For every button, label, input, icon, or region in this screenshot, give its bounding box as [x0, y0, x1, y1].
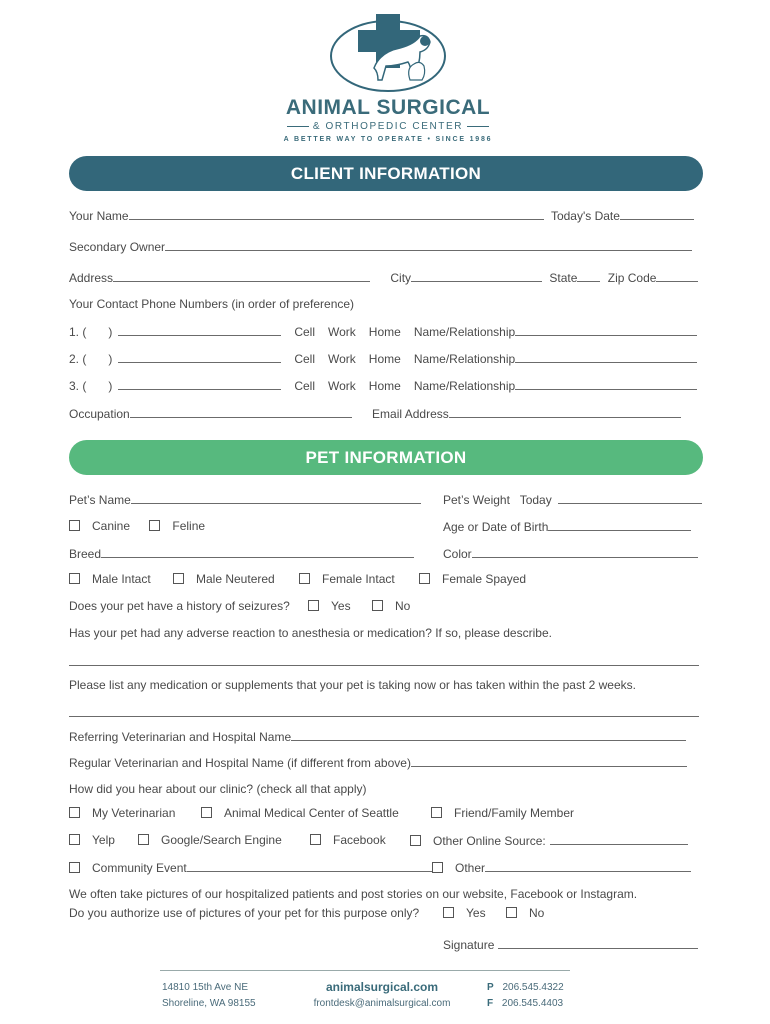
- phone-area-code-close: ): [108, 325, 113, 339]
- female-spayed-label: Female Spayed: [442, 572, 527, 586]
- logo: [270, 8, 506, 148]
- pets-name-row: [69, 492, 421, 507]
- google-checkbox[interactable]: [138, 834, 149, 845]
- google-option: [138, 833, 282, 847]
- seizures-question: Does your pet have a history of seizures?: [69, 599, 290, 613]
- male-neutered-label: Male Neutered: [196, 572, 275, 586]
- todays-date-field[interactable]: [620, 208, 694, 220]
- address-row: [69, 270, 698, 285]
- age-field[interactable]: [548, 519, 691, 531]
- phone-relationship-label: Name/Relationship: [413, 379, 516, 393]
- phone-relationship-label: Name/Relationship: [413, 352, 516, 366]
- other-field[interactable]: [485, 860, 691, 872]
- city-field[interactable]: [411, 270, 542, 282]
- feline-label: Feline: [172, 519, 206, 533]
- phone-relationship-field[interactable]: [515, 351, 697, 363]
- pictures-no-checkbox[interactable]: [506, 907, 517, 918]
- footer-divider: [160, 970, 570, 971]
- phone-home-option[interactable]: Home: [368, 379, 401, 393]
- phone-cell-option[interactable]: Cell: [294, 352, 316, 366]
- signature-label: Signature: [443, 938, 495, 952]
- male-neutered-option: [173, 572, 275, 586]
- phone-number-field[interactable]: [118, 324, 281, 336]
- yelp-checkbox[interactable]: [69, 834, 80, 845]
- breed-label: Breed: [69, 547, 102, 561]
- logo-tagline: A BETTER WAY TO OPERATE • SINCE 1986: [283, 136, 493, 143]
- animal-surgical-logo-icon: [270, 8, 506, 94]
- phones-heading: Your Contact Phone Numbers (in order of preference): [69, 297, 355, 311]
- todays-date-label: Today's Date: [550, 209, 620, 223]
- feline-checkbox[interactable]: [149, 520, 160, 531]
- footer-fax-label: F: [487, 998, 494, 1009]
- footer-address-line-1: 14810 15th Ave NE: [162, 982, 248, 993]
- footer-website-link[interactable]: animalsurgical.com: [325, 980, 439, 994]
- phone-relationship-field[interactable]: [515, 378, 697, 390]
- pictures-yes-label: Yes: [466, 906, 486, 920]
- email-field[interactable]: [449, 406, 681, 418]
- phone-number-field[interactable]: [118, 378, 281, 390]
- your-name-row: [69, 208, 694, 223]
- phone-area-code-close: ): [108, 352, 113, 366]
- canine-label: Canine: [92, 519, 131, 533]
- your-name-field[interactable]: [129, 208, 544, 220]
- medication-question: Please list any medication or supplements that your pet is taking now or has taken within the past 2 weeks.: [69, 678, 636, 692]
- phone-number-field[interactable]: [118, 351, 281, 363]
- adverse-reaction-question: Has your pet had any adverse reaction to anesthesia or medication? If so, please describe.: [69, 626, 552, 640]
- footer-email-link[interactable]: frontdesk@animalsurgical.com: [313, 998, 451, 1009]
- pets-weight-label: Pet’s Weight Today: [443, 493, 552, 507]
- referring-vet-field[interactable]: [291, 729, 686, 741]
- female-spayed-checkbox[interactable]: [419, 573, 430, 584]
- footer-fax: [487, 998, 563, 1009]
- email-label: Email Address: [372, 407, 449, 421]
- yelp-option: [69, 833, 115, 847]
- canine-checkbox[interactable]: [69, 520, 80, 531]
- logo-subtitle: & ORTHOPEDIC CENTER: [270, 121, 506, 132]
- pictures-yes-option: [443, 906, 486, 920]
- female-spayed-option: [419, 572, 526, 586]
- referral-source-question: How did you hear about our clinic? (check all that apply): [69, 782, 367, 796]
- seizures-no-label: No: [395, 599, 411, 613]
- pictures-question: Do you authorize use of pictures of your pet for this purpose only?: [69, 906, 420, 920]
- footer-fax-number: 206.545.4403: [501, 998, 564, 1009]
- friend-label: Friend/Family Member: [454, 806, 575, 820]
- color-label: Color: [443, 547, 472, 561]
- referring-vet-label: Referring Veterinarian and Hospital Name: [69, 730, 292, 744]
- other-checkbox[interactable]: [432, 862, 443, 873]
- zip-field[interactable]: [656, 270, 698, 282]
- pets-weight-row: [443, 492, 702, 507]
- footer-phone-number: 206.545.4322: [502, 982, 564, 993]
- other-online-field[interactable]: [550, 833, 688, 845]
- male-intact-label: Male Intact: [92, 572, 151, 586]
- phone-number-prefix: 1. (: [69, 325, 87, 339]
- footer-address-line-2: Shoreline, WA 98155: [162, 998, 256, 1009]
- state-label: State: [549, 271, 578, 285]
- my-vet-option: [69, 806, 175, 820]
- city-label: City: [390, 271, 412, 285]
- community-checkbox[interactable]: [69, 862, 80, 873]
- seizures-yes-checkbox[interactable]: [308, 600, 319, 611]
- signature-row: [443, 937, 698, 952]
- client-information-heading: CLIENT INFORMATION: [69, 156, 703, 191]
- referring-vet-row: [69, 729, 686, 744]
- other-online-option: [410, 833, 688, 848]
- occupation-label: Occupation: [69, 407, 130, 421]
- phone-work-option[interactable]: Work: [328, 379, 356, 393]
- phone-home-option[interactable]: Home: [368, 325, 401, 339]
- breed-row: [69, 546, 414, 561]
- facebook-option: [310, 833, 386, 847]
- address-label: Address: [69, 271, 114, 285]
- yelp-label: Yelp: [92, 833, 115, 847]
- pictures-no-label: No: [529, 906, 545, 920]
- pets-name-field[interactable]: [131, 492, 421, 504]
- secondary-owner-label: Secondary Owner: [69, 240, 166, 254]
- regular-vet-field[interactable]: [411, 755, 687, 767]
- google-label: Google/Search Engine: [161, 833, 282, 847]
- pictures-yes-checkbox[interactable]: [443, 907, 454, 918]
- other-option: [432, 860, 691, 875]
- community-field[interactable]: [187, 860, 434, 872]
- phone-number-prefix: 2. (: [69, 352, 87, 366]
- phone-relationship-field[interactable]: [515, 324, 697, 336]
- other-online-checkbox[interactable]: [410, 835, 421, 846]
- seizures-yes-option: [308, 599, 351, 613]
- amc-label: Animal Medical Center of Seattle: [224, 806, 399, 820]
- seizures-yes-label: Yes: [331, 599, 351, 613]
- signature-field[interactable]: [498, 937, 698, 949]
- medication-field[interactable]: [69, 716, 699, 717]
- footer-phone: [487, 982, 564, 993]
- pictures-notice: We often take pictures of our hospitalized patients and post stories on our website, Facebook or Instagram.: [69, 887, 638, 901]
- seizures-no-checkbox[interactable]: [372, 600, 383, 611]
- color-field[interactable]: [472, 546, 698, 558]
- age-label: Age or Date of Birth: [443, 520, 549, 534]
- facebook-checkbox[interactable]: [310, 834, 321, 845]
- phone-number-prefix: 3. (: [69, 379, 87, 393]
- pets-name-label: Pet’s Name: [69, 493, 131, 507]
- female-intact-checkbox[interactable]: [299, 573, 310, 584]
- species-row: [69, 519, 205, 533]
- male-neutered-checkbox[interactable]: [173, 573, 184, 584]
- phone-relationship-label: Name/Relationship: [413, 325, 516, 339]
- sex-row: [69, 572, 151, 586]
- breed-field[interactable]: [101, 546, 414, 558]
- phone-row: [69, 378, 697, 393]
- pets-weight-field[interactable]: [558, 492, 702, 504]
- phone-cell-option[interactable]: Cell: [294, 379, 316, 393]
- state-field[interactable]: [577, 270, 600, 282]
- friend-option: [431, 806, 574, 820]
- address-field[interactable]: [113, 270, 370, 282]
- your-name-label: Your Name: [69, 209, 129, 223]
- footer-phone-label: P: [487, 982, 494, 993]
- my-vet-checkbox[interactable]: [69, 807, 80, 818]
- pictures-no-option: [506, 906, 544, 920]
- zip-label: Zip Code: [607, 271, 657, 285]
- phone-work-option[interactable]: Work: [328, 352, 356, 366]
- other-label: Other: [455, 861, 486, 875]
- secondary-owner-field[interactable]: [165, 239, 692, 251]
- facebook-label: Facebook: [333, 833, 386, 847]
- community-label: Community Event: [92, 861, 187, 875]
- amc-option: [201, 806, 399, 820]
- other-online-label: Other Online Source:: [433, 834, 546, 848]
- seizures-no-option: [372, 599, 410, 613]
- secondary-owner-row: [69, 239, 692, 254]
- phone-area-code-close: ): [108, 379, 113, 393]
- phone-row: [69, 324, 697, 339]
- phone-home-option[interactable]: Home: [368, 352, 401, 366]
- phone-cell-option[interactable]: Cell: [294, 325, 316, 339]
- friend-checkbox[interactable]: [431, 807, 442, 818]
- pet-information-heading: PET INFORMATION: [69, 440, 703, 475]
- footer-website-wrap: [307, 980, 457, 994]
- my-vet-label: My Veterinarian: [92, 806, 176, 820]
- female-intact-option: [299, 572, 395, 586]
- age-row: [443, 519, 691, 534]
- adverse-reaction-field[interactable]: [69, 665, 699, 666]
- amc-checkbox[interactable]: [201, 807, 212, 818]
- logo-title: ANIMAL SURGICAL: [285, 96, 491, 119]
- color-row: [443, 546, 698, 561]
- community-option: [69, 860, 434, 875]
- phone-row: [69, 351, 697, 366]
- male-intact-checkbox[interactable]: [69, 573, 80, 584]
- occupation-field[interactable]: [130, 406, 352, 418]
- phone-work-option[interactable]: Work: [328, 325, 356, 339]
- occupation-row: [69, 406, 681, 421]
- female-intact-label: Female Intact: [322, 572, 395, 586]
- regular-vet-label: Regular Veterinarian and Hospital Name (if different from above): [69, 756, 411, 770]
- regular-vet-row: [69, 755, 687, 770]
